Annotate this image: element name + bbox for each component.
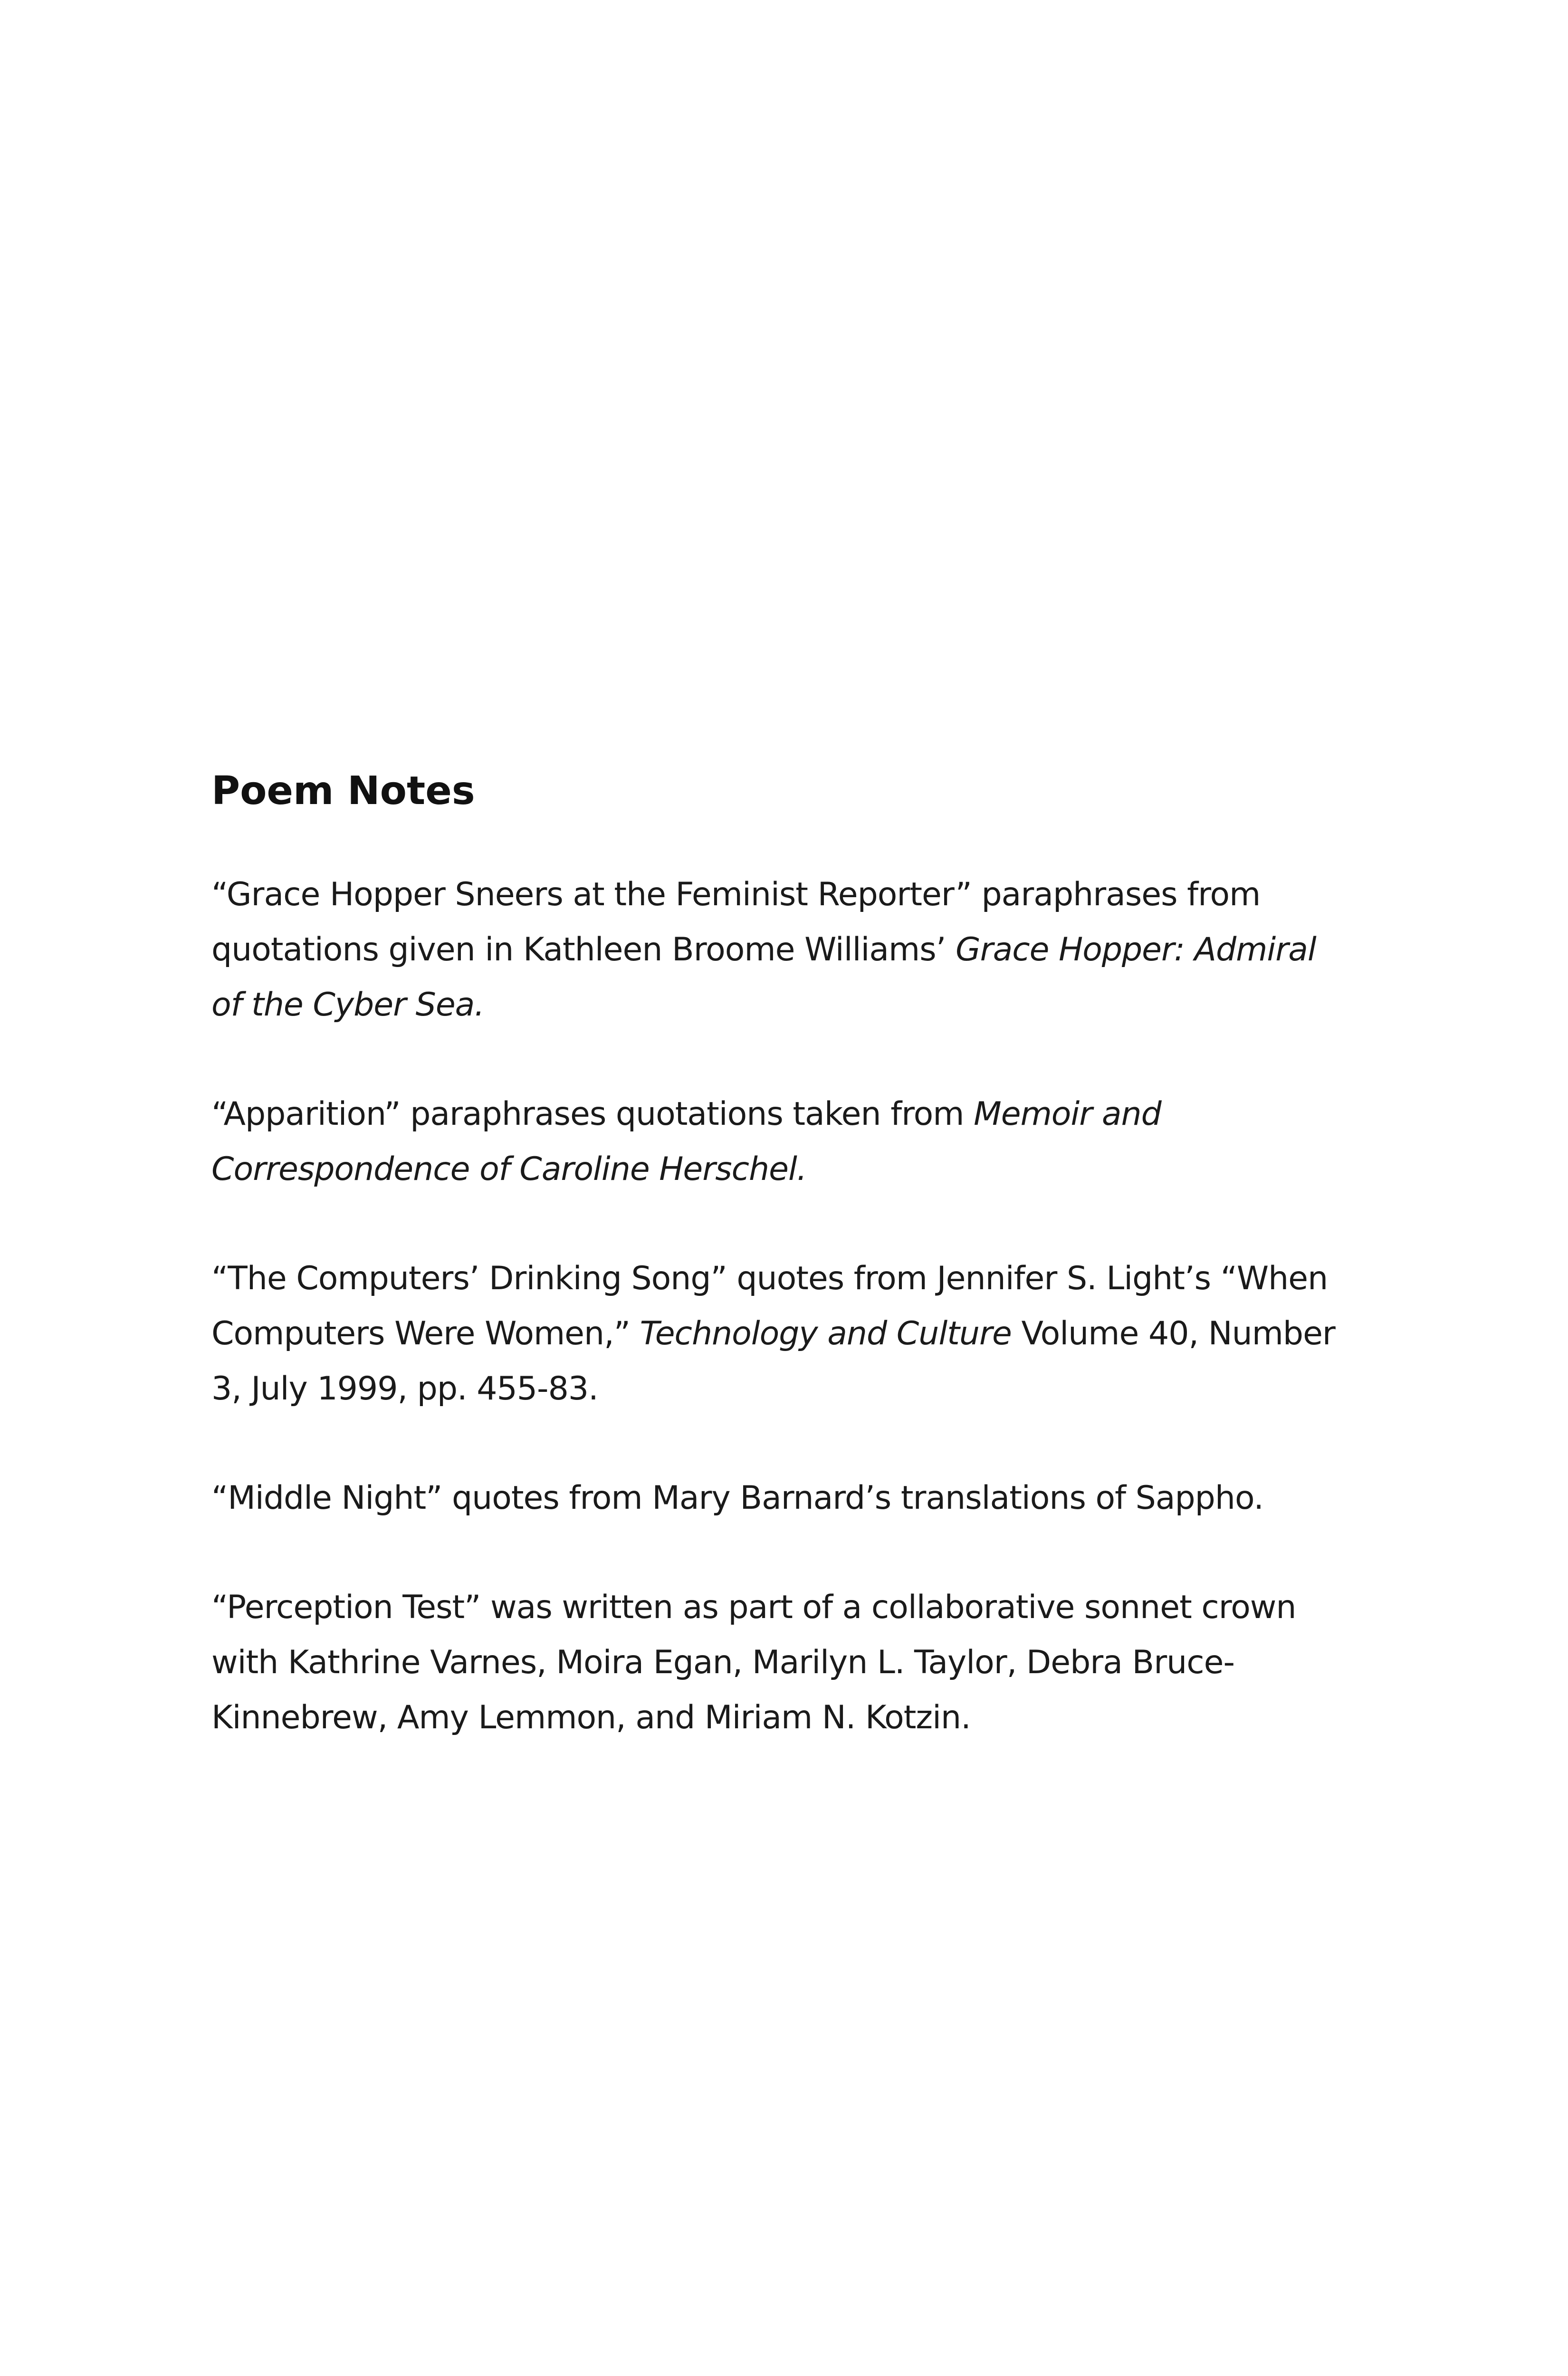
note-computers-drinking-song [211,1251,1352,1417]
note-text: “Apparition” paraphrases quotations taken from [211,1095,974,1133]
page-title: Poem Notes [211,768,475,814]
note-italic-title: Grace Hopper: Admiral of the Cyber Sea. [211,931,1316,1024]
note-perception-test [211,1580,1352,1745]
note-text: “The Computers’ Drinking Song” quotes from Jennifer S. Light’s “When Computers Were Women,” [211,1260,1328,1352]
note-apparition [211,1087,1352,1197]
note-italic-title: Technology and Culture [640,1315,1012,1352]
note-italic-title: Memoir and Correspondence of Caroline Herschel. [211,1095,1161,1188]
note-text: “Middle Night” quotes from Mary Barnard’s translations of Sappho. [211,1479,1263,1517]
note-grace-hopper [211,867,1352,1033]
note-middle-night [211,1471,1352,1526]
note-text: “Grace Hopper Sneers at the Feminist Reporter” paraphrases from quotations given in Kathleen Broome Williams’ [211,876,1261,968]
notes-section [211,763,1352,1800]
note-text: “Perception Test” was written as part of a collaborative sonnet crown with Kathrine Varnes, Moira Egan, Marilyn L. Taylor, Debra Bruce-Kinnebrew, Amy Lemmon, and Miriam N. Kotzin. [211,1589,1296,1736]
note-text-tail: Volume 40, Number 3, July 1999, pp. 455-83. [211,1315,1335,1408]
